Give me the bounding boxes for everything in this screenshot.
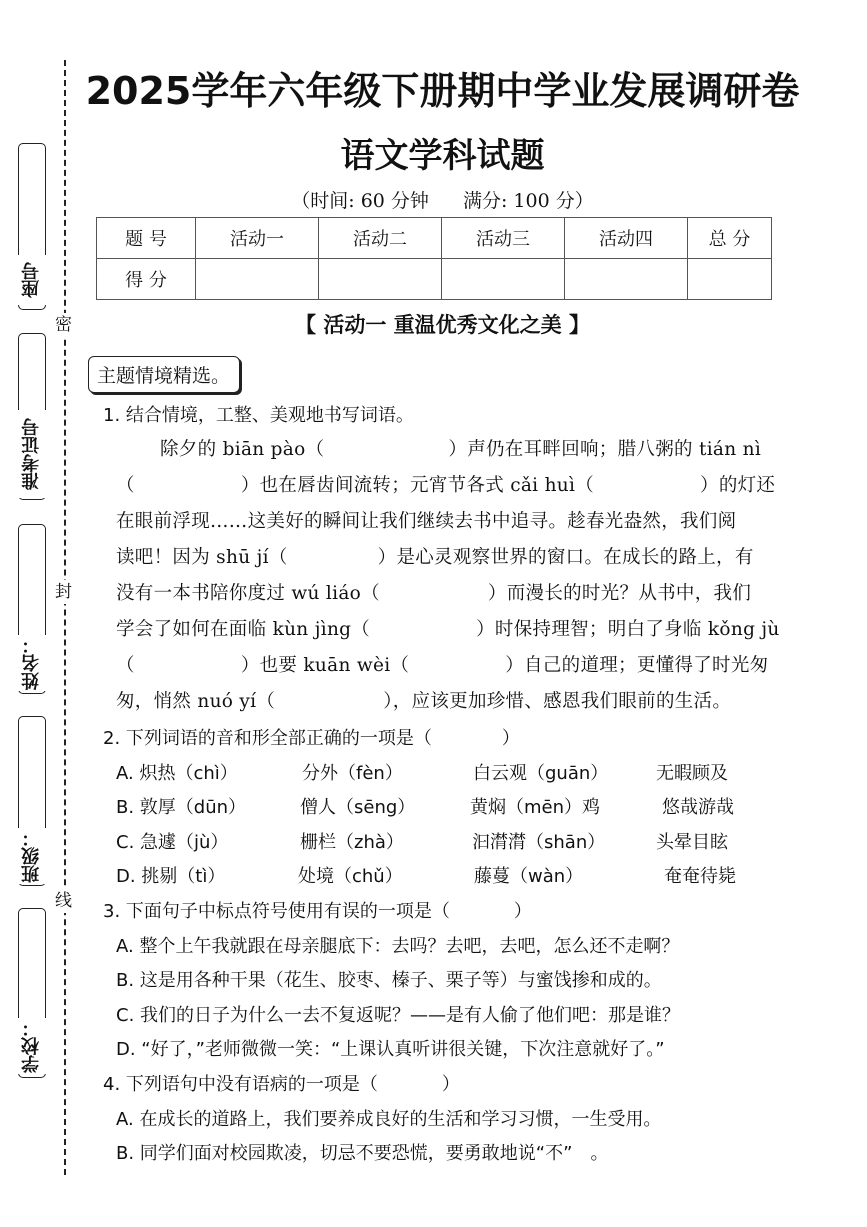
score-col-activity2: 活动二 bbox=[319, 218, 442, 259]
binding-dashed-line bbox=[64, 60, 66, 1175]
name-label: 姓名： bbox=[18, 635, 46, 691]
q2-option-c-4: 头晕目眩 bbox=[656, 832, 728, 853]
score-cell-activity2[interactable] bbox=[319, 259, 442, 300]
q4-option-b[interactable]: B. 同学们面对校园欺凌，切忌不要恐慌，要勇敢地说“不” 。 bbox=[116, 1143, 609, 1164]
q2-option-d-2: 处境（chǔ） bbox=[298, 866, 403, 887]
score-cell-activity3[interactable] bbox=[442, 259, 565, 300]
score-col-number: 题 号 bbox=[97, 218, 196, 259]
q1-line-3: 在眼前浮现……这美好的瞬间让我们继续去书中追寻。趁春光盎然，我们阅 bbox=[116, 511, 737, 532]
q2-option-a-2: 分外（fèn） bbox=[302, 763, 403, 784]
q2-option-c-3: 汩潸潸（shān） bbox=[472, 832, 606, 853]
score-col-activity4: 活动四 bbox=[565, 218, 688, 259]
q1-line-5: 没有一本书陪你度过 wú liáo（ ）而漫长的时光？从书中，我们 bbox=[116, 583, 752, 604]
q2-option-a-3: 白云观（guān） bbox=[473, 763, 609, 784]
score-table bbox=[96, 217, 772, 300]
score-cell-activity1[interactable] bbox=[196, 259, 319, 300]
score-col-activity1: 活动一 bbox=[196, 218, 319, 259]
score-cell-total[interactable] bbox=[688, 259, 772, 300]
q2-stem: 2. 下列词语的音和形全部正确的一项是（ ） bbox=[103, 728, 520, 749]
exam-duration: （时间: 60 分钟 bbox=[291, 190, 429, 212]
q1-line-4: 读吧！因为 shū jí（ ）是心灵观察世界的窗口。在成长的路上，有 bbox=[116, 547, 754, 568]
q2-option-a-4: 无暇顾及 bbox=[656, 763, 728, 784]
q2-option-b-3: 黄焖（mēn）鸡 bbox=[470, 797, 601, 818]
school-label: 学校： bbox=[18, 1018, 46, 1074]
exam-subtitle: 语文学科试题 bbox=[340, 136, 545, 176]
q1-line-2: （ ）也在唇齿间流转；元宵节各式 cǎi huì（ ）的灯还 bbox=[116, 475, 776, 496]
q2-option-b-2: 僧人（sēng） bbox=[300, 797, 416, 818]
score-col-activity3: 活动三 bbox=[442, 218, 565, 259]
q2-option-a-1[interactable]: A. 炽热（chì） bbox=[116, 763, 238, 784]
score-table-header-row bbox=[97, 218, 772, 259]
q3-option-b[interactable]: B. 这是用各种干果（花生、胶枣、榛子、栗子等）与蜜饯掺和成的。 bbox=[116, 970, 662, 991]
q4-option-a[interactable]: A. 在成长的道路上，我们要养成良好的生活和学习习惯，一生受用。 bbox=[116, 1109, 662, 1130]
q1-line-1: 除夕的 biān pào（ ）声仍在耳畔回响；腊八粥的 tián nì bbox=[160, 439, 762, 460]
exam-id-label: 准考证号 bbox=[18, 410, 46, 498]
exam-full-score: 满分: 100 分） bbox=[462, 190, 594, 212]
q2-option-d-4: 奄奄待毙 bbox=[664, 866, 736, 887]
q3-option-d[interactable]: D. “好了，”老师微微一笑：“上课认真听讲很关键，下次注意就好了。” bbox=[116, 1039, 665, 1060]
q1-line-8: 匆，悄然 nuó yí（ ），应该更加珍惜、感恩我们眼前的生活。 bbox=[116, 691, 732, 712]
q2-option-b-4: 悠哉游哉 bbox=[662, 797, 734, 818]
q2-option-d-1[interactable]: D. 挑剔（tì） bbox=[116, 866, 226, 887]
q1-line-6: 学会了如何在面临 kùn jìng（ ）时保持理智；明白了身临 kǒng jù bbox=[116, 619, 780, 640]
score-table-score-row bbox=[97, 259, 772, 300]
q4-stem: 4. 下列语句中没有语病的一项是（ ） bbox=[103, 1074, 460, 1095]
score-row-label: 得 分 bbox=[97, 259, 196, 300]
seat-number-label: 座号 bbox=[18, 255, 46, 305]
q1-stem: 1. 结合情境，工整、美观地书写词语。 bbox=[103, 405, 414, 426]
q3-stem: 3. 下面句子中标点符号使用有误的一项是（ ） bbox=[103, 901, 532, 922]
theme-label-box: 主题情境精选。 bbox=[88, 356, 240, 393]
seal-char-xian: 线 bbox=[55, 891, 72, 911]
score-col-total: 总 分 bbox=[688, 218, 772, 259]
section-heading: 【 活动一 重温优秀文化之美 】 bbox=[295, 313, 590, 337]
q2-option-c-2: 栅栏（zhà） bbox=[300, 832, 404, 853]
q3-option-a[interactable]: A. 整个上午我就跟在母亲腿底下：去吗？去吧，去吧，怎么还不走啊？ bbox=[116, 936, 680, 957]
seal-char-mi: 密 bbox=[55, 315, 72, 335]
exam-title: 2025学年六年级下册期中学业发展调研卷 bbox=[85, 69, 800, 113]
exam-time-info bbox=[75, 186, 810, 213]
score-cell-activity4[interactable] bbox=[565, 259, 688, 300]
q2-option-c-1[interactable]: C. 急遽（jù） bbox=[116, 832, 229, 853]
q1-line-7: （ ）也要 kuān wèi（ ）自己的道理；更懂得了时光匆 bbox=[116, 655, 769, 676]
q3-option-c[interactable]: C. 我们的日子为什么一去不复返呢？——是有人偷了他们吧：那是谁？ bbox=[116, 1005, 681, 1026]
q2-option-b-1[interactable]: B. 敦厚（dūn） bbox=[116, 797, 247, 818]
class-label: 班级： bbox=[18, 828, 46, 884]
seal-char-feng: 封 bbox=[55, 582, 72, 602]
q2-option-d-3: 藤蔓（wàn） bbox=[474, 866, 584, 887]
